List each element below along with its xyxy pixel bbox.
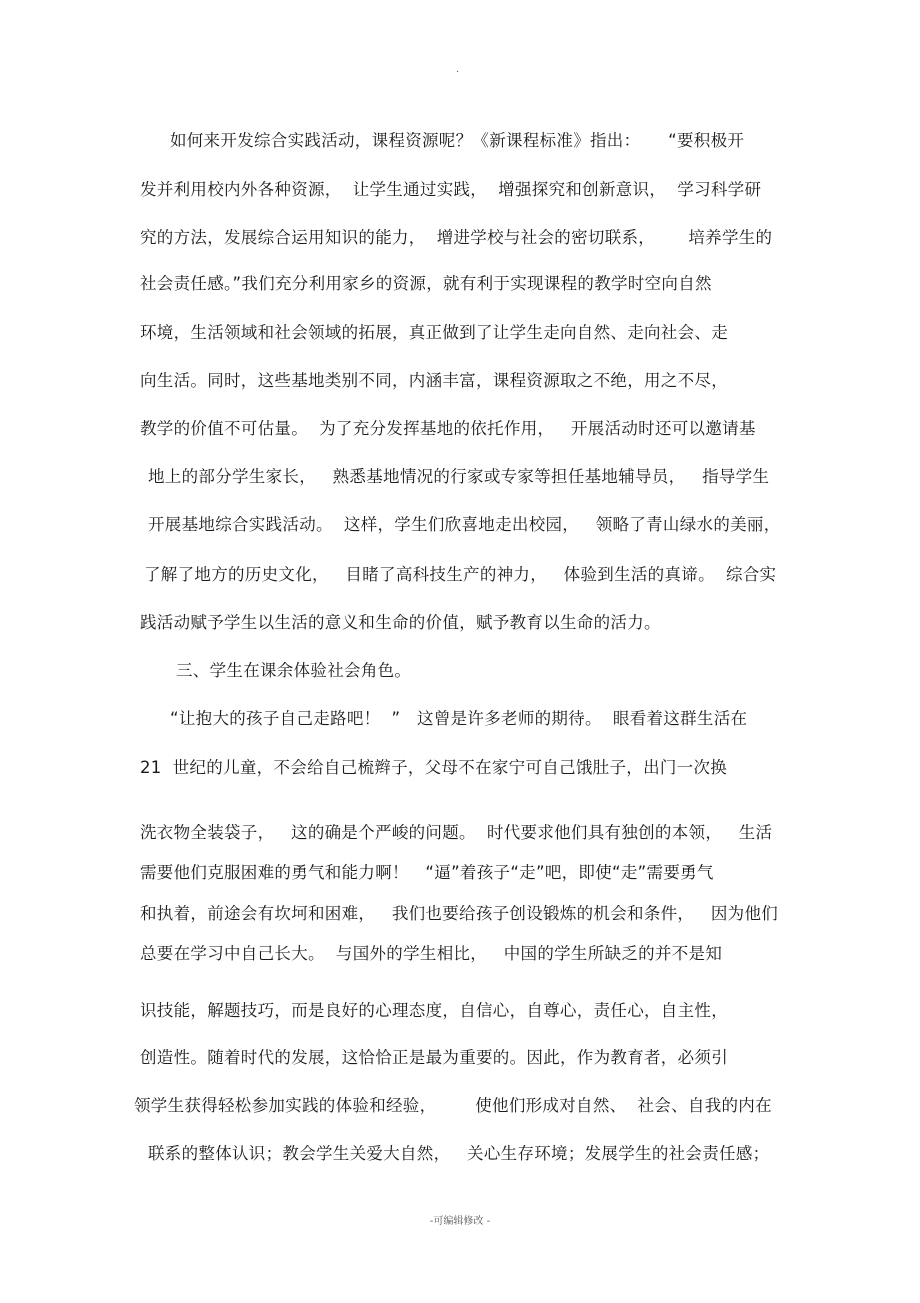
text-line: 发并利用校内外各种资源， 让学生通过实践， 增强探究和创新意识， 学习科学研 [140, 180, 762, 199]
page-top-mark: . [456, 64, 460, 75]
text-line: 总要在学习中自己长大。 与国外的学生相比， 中国的学生所缺乏的并不是知 [140, 944, 723, 963]
text-line: 了解了地方的历史文化， 目睹了高科技生产的神力， 体验到生活的真谛。 综合实 [144, 565, 777, 584]
text-line: 和执着，前途会有坎坷和困难， 我们也要给孩子创设锻炼的机会和条件， 因为他们 [140, 904, 779, 923]
text-line: 究的方法，发展综合运用知识的能力， 增进学校与社会的密切联系， 培养学生的 [140, 228, 773, 247]
text-line: 创造性。随着时代的发展，这恰恰正是最为重要的。因此，作为教育者，必须引 [140, 1048, 728, 1067]
text-line: 地上的部分学生家长， 熟悉基地情况的行家或专家等担任基地辅导员， 指导学生 [148, 467, 770, 486]
text-line: 开展基地综合实践活动。 这样，学生们欣喜地走出校园， 领略了青山绿水的美丽， [148, 515, 781, 534]
text-line: 社会责任感。”我们充分利用家乡的资源，就有利于实现课程的教学时空向自然 [140, 274, 712, 293]
text-line: 洗衣物全装袋子， 这的确是个严峻的问题。 时代要求他们具有独创的本领， 生活 [140, 823, 773, 842]
text-line: 如何来开发综合实践活动，课程资源呢？《新课程标准》指出： “要积极开 [170, 131, 745, 150]
text-line: 教学的价值不可估量。 为了充分发挥基地的依托作用， 开展活动时还可以邀请基 [140, 419, 756, 438]
text-line: 需要他们克服困难的勇气和能力啊！ “逼”着孩子“走”吧，即使“走”需要勇气 [140, 863, 714, 882]
text-line: 践活动赋予学生以生活的意义和生命的价值，赋予教育以生命的活力。 [140, 613, 661, 632]
text-line: 领学生获得轻松参加实践的体验和经验， 使他们形成对自然、 社会、自我的内在 [134, 1096, 772, 1115]
page-footer: -可编辑修改 - [429, 1216, 491, 1227]
text-line: 联系的整体认识；教会学生关爱大自然， 关心生存环境；发展学生的社会责任感； [148, 1144, 770, 1163]
section-heading: 三、学生在课余体验社会角色。 [176, 661, 412, 680]
text-line: 向生活。同时，这些基地类别不同，内涵丰富，课程资源取之不绝，用之不尽， [140, 371, 728, 390]
text-line: 21 世纪的儿童，不会给自己梳辫子，父母不在家宁可自己饿肚子，出门一次换 [140, 758, 728, 777]
text-line: “让抱大的孩子自己走路吧！ ” 这曾是许多老师的期待。 眼看着这群生活在 [170, 709, 748, 728]
text-line: 环境，生活领域和社会领域的拓展，真正做到了让学生走向自然、走向社会、走 [140, 323, 728, 342]
text-line: 识技能，解题技巧，而是良好的心理态度，自信心，自尊心，责任心，自主性， [140, 1001, 728, 1020]
